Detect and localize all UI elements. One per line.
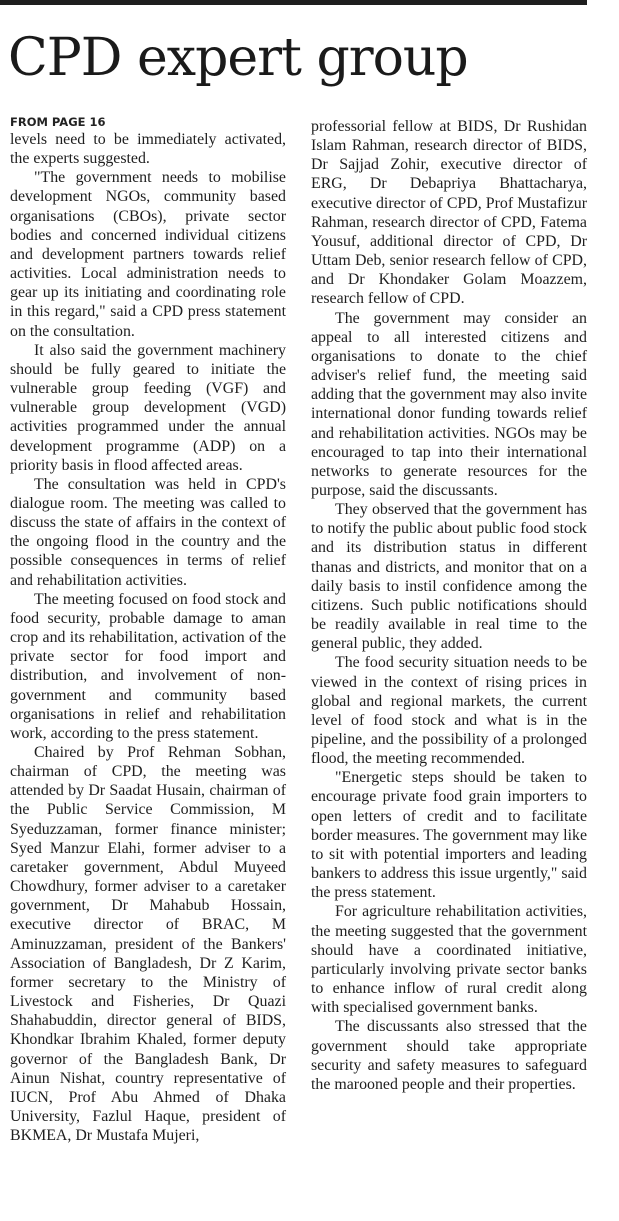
jump-label: FROM PAGE 16 — [10, 115, 106, 129]
paragraph: professorial fellow at BIDS, Dr Rushidan Islam Rahman, research director of BIDS, Dr Sajjad Zohir, executive director of ERG, Dr Debapriya Bhattacharya, executive director of CPD, Prof Mustafizur Rahman, research director of CPD, Fatema Yousuf, additional director of CPD, Dr Uttam Deb, senior research fellow of CPD, and Dr Khondaker Golam Moazzem, research fellow of CPD. — [311, 118, 587, 308]
paragraph: The consultation was held in CPD's dialogue room. The meeting was called to discuss the state of affairs in the context of the ongoing flood in the country and the possible consequences in terms of relief and rehabilitation activities. — [10, 475, 286, 589]
paragraph: The food security situation needs to be viewed in the context of rising prices in global and regional markets, the current level of food stock and what is in the pipeline, and the possibility of a prolonged flood, the meeting recommended. — [311, 654, 587, 768]
paragraph: "Energetic steps should be taken to encourage private food grain importers to open letters of credit and to facilitate border measures. The government may like to sit with potential importers and leading bankers to address this issue urgently," said the press statement. — [311, 769, 587, 902]
paragraph: The meeting focused on food stock and food security, probable damage to aman crop and its rehabilitation, activation of the private sector for food import and distribution, and involvement of non-government and community based organisations in relief and rehabilitation work, according to the press statement. — [10, 590, 286, 742]
paragraph: For agriculture rehabilitation activities, the meeting suggested that the government should have a coordinated initiative, particularly involving private sector banks to enhance inflow of rural credit along with specialised government banks. — [311, 903, 587, 1017]
paragraph: It also said the government machinery should be fully geared to initiate the vulnerable group feeding (VGF) and vulnerable group development (VGD) activities programmed under the annual development programme (ADP) on a priority basis in flood affected areas. — [10, 341, 286, 474]
top-rule — [0, 0, 587, 5]
paragraph: "The government needs to mobilise development NGOs, community based organisations (CBOs), private sector bodies and concerned individual citizens and development partners towards relief activities. Local administration needs to gear up its initiating and coordinating role in this regard," said a CPD press statement on the consultation. — [10, 169, 286, 340]
paragraph: The discussants also stressed that the government should take appropriate security and safety measures to safeguard the marooned people and their properties. — [311, 1018, 587, 1093]
paragraph: They observed that the government has to notify the public about public food stock and its distribution status in different thanas and districts, and monitor that on a daily basis to instil confidence among the citizens. Such public notifications should be readily available in real time to the general public, they added. — [311, 501, 587, 653]
article-column-right — [311, 117, 587, 1094]
paragraph: levels need to be immediately activated, the experts suggested. — [10, 131, 286, 168]
headline: CPD expert group — [8, 28, 468, 88]
paragraph: The government may consider an appeal to all interested citizens and organisations to donate to the chief adviser's relief fund, the meeting said adding that the government may also invite international donor funding towards relief and rehabilitation activities. NGOs may be encouraged to tap into their international networks to generate resources for the purpose, said the discussants. — [311, 309, 587, 499]
paragraph: Chaired by Prof Rehman Sobhan, chairman of CPD, the meeting was attended by Dr Saadat Husain, chairman of the Public Service Commission, M Syeduzzaman, former finance minister; Syed Manzur Elahi, former adviser to a caretaker government, Abdul Muyeed Chowdhury, former adviser to a caretaker government, Dr Mahabub Hossain, executive director of BRAC, M Aminuzzaman, president of the Bankers' Association of Bangladesh, Dr Z Karim, former secretary to the Ministry of Livestock and Fisheries, Dr Quazi Shahabuddin, director general of BIDS, Khondkar Ibrahim Khaled, former deputy governor of the Bangladesh Bank, Dr Ainun Nishat, country representative of IUCN, Prof Abu Ahmed of Dhaka University, Fazlul Haque, president of BKMEA, Dr Mustafa Mujeri, — [10, 744, 286, 1145]
article-column-left — [10, 114, 286, 1145]
